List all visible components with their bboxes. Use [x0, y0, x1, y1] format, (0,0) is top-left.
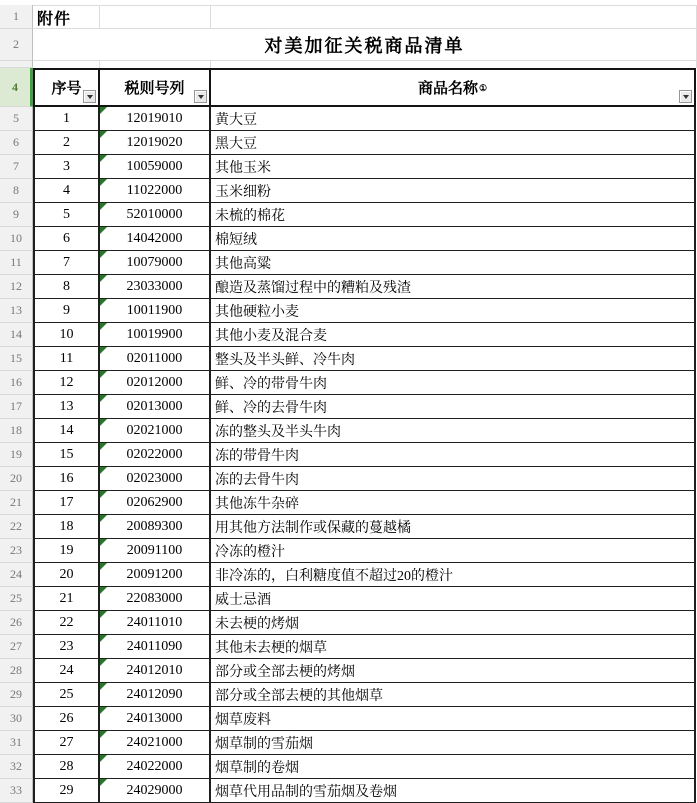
code-cell-text: 02013000 — [126, 398, 183, 414]
row-cells — [33, 323, 696, 347]
stored-as-text-flag-icon — [100, 467, 107, 474]
table-row — [0, 683, 697, 707]
seq-cell[interactable]: 11 — [33, 347, 100, 371]
stored-as-text-flag-icon — [100, 563, 107, 570]
row-cells — [33, 779, 696, 803]
gutter-cell[interactable]: 22 — [0, 515, 33, 539]
name-cell[interactable]: 黄大豆 — [211, 107, 696, 131]
seq-cell[interactable]: 6 — [33, 227, 100, 251]
code-cell-text: 10059000 — [126, 158, 183, 174]
seq-cell[interactable]: 27 — [33, 731, 100, 755]
table-row — [0, 659, 697, 683]
code-cell-text: 10011900 — [126, 302, 183, 318]
seq-cell[interactable]: 25 — [33, 683, 100, 707]
gutter-cell[interactable]: 21 — [0, 491, 33, 515]
gutter-cell[interactable]: 25 — [0, 587, 33, 611]
name-cell[interactable]: 烟草制的雪茄烟 — [211, 731, 696, 755]
header-code-label: 税则号列 — [124, 81, 185, 97]
stored-as-text-flag-icon — [100, 275, 107, 282]
sheet-row-2 — [0, 29, 697, 61]
gutter-cell[interactable]: 16 — [0, 371, 33, 395]
name-cell[interactable]: 部分或全部去梗的烤烟 — [211, 659, 696, 683]
attachment-label: 附件 — [37, 10, 72, 28]
code-cell[interactable] — [100, 299, 211, 323]
stored-as-text-flag-icon — [100, 515, 107, 522]
table-row — [0, 515, 697, 539]
seq-cell[interactable]: 10 — [33, 323, 100, 347]
stored-as-text-flag-icon — [100, 539, 107, 546]
code-cell-text: 02011000 — [126, 350, 183, 366]
table-row — [0, 131, 697, 155]
gutter-cell[interactable]: 14 — [0, 323, 33, 347]
code-cell-text: 24029000 — [126, 782, 183, 798]
name-cell[interactable]: 玉米细粉 — [211, 179, 696, 203]
code-cell[interactable] — [100, 371, 211, 395]
code-cell[interactable] — [100, 731, 211, 755]
row-cells — [33, 131, 696, 155]
table-row — [0, 371, 697, 395]
stored-as-text-flag-icon — [100, 227, 107, 234]
row-cells — [33, 347, 696, 371]
seq-cell[interactable]: 4 — [33, 179, 100, 203]
table-row — [0, 755, 697, 779]
code-cell-text: 52010000 — [126, 206, 183, 222]
seq-cell[interactable]: 13 — [33, 395, 100, 419]
name-cell[interactable]: 非冷冻的，白利糖度值不超过20的橙汁 — [211, 563, 696, 587]
row-cells — [33, 539, 696, 563]
gutter-cell[interactable]: 18 — [0, 419, 33, 443]
seq-cell[interactable]: 19 — [33, 539, 100, 563]
gutter-cell[interactable]: 30 — [0, 707, 33, 731]
row-header-3[interactable] — [0, 61, 33, 68]
code-cell[interactable] — [100, 467, 211, 491]
stored-as-text-flag-icon — [100, 491, 107, 498]
code-cell-text: 20091200 — [126, 566, 183, 582]
seq-cell[interactable]: 17 — [33, 491, 100, 515]
stored-as-text-flag-icon — [100, 395, 107, 402]
table-row — [0, 251, 697, 275]
name-cell[interactable]: 冻的去骨牛肉 — [211, 467, 696, 491]
gutter-cell[interactable]: 23 — [0, 539, 33, 563]
row-cells — [33, 371, 696, 395]
table-row — [0, 203, 697, 227]
code-cell-text: 14042000 — [126, 230, 183, 246]
seq-cell[interactable]: 3 — [33, 155, 100, 179]
code-cell[interactable] — [100, 203, 211, 227]
code-cell[interactable] — [100, 563, 211, 587]
seq-cell[interactable]: 7 — [33, 251, 100, 275]
code-cell[interactable] — [100, 587, 211, 611]
gutter-cell[interactable]: 15 — [0, 347, 33, 371]
stored-as-text-flag-icon — [100, 107, 107, 114]
caret-down-icon — [683, 95, 689, 99]
seq-cell[interactable]: 2 — [33, 131, 100, 155]
row-cells — [33, 467, 696, 491]
table-body — [0, 107, 697, 803]
name-cell[interactable]: 冻的带骨牛肉 — [211, 443, 696, 467]
code-cell[interactable] — [100, 755, 211, 779]
row-3-cells — [33, 61, 697, 68]
seq-cell[interactable]: 5 — [33, 203, 100, 227]
attachment-cell[interactable] — [33, 6, 100, 28]
header-seq-cell[interactable] — [33, 70, 100, 107]
gutter-cell[interactable]: 26 — [0, 611, 33, 635]
code-cell[interactable] — [100, 539, 211, 563]
row-cells — [33, 755, 696, 779]
caret-down-icon — [198, 95, 204, 99]
header-name-label: 商品名称 — [417, 81, 478, 97]
code-cell[interactable] — [100, 131, 211, 155]
table-row — [0, 443, 697, 467]
title-cell[interactable] — [33, 29, 697, 61]
name-cell[interactable]: 烟草制的卷烟 — [211, 755, 696, 779]
code-cell[interactable] — [100, 443, 211, 467]
row-cells — [33, 179, 696, 203]
name-cell[interactable]: 棉短绒 — [211, 227, 696, 251]
seq-cell[interactable]: 29 — [33, 779, 100, 803]
row-header-4[interactable]: 4 — [0, 68, 33, 107]
seq-cell[interactable]: 14 — [33, 419, 100, 443]
seq-cell[interactable]: 24 — [33, 659, 100, 683]
name-cell[interactable]: 未梳的棉花 — [211, 203, 696, 227]
stored-as-text-flag-icon — [100, 155, 107, 162]
name-cell[interactable]: 其他冻牛杂碎 — [211, 491, 696, 515]
code-cell-text: 10019900 — [126, 326, 183, 342]
code-cell[interactable] — [100, 707, 211, 731]
code-cell[interactable] — [100, 515, 211, 539]
row-cells — [33, 395, 696, 419]
row-cells — [33, 611, 696, 635]
name-cell[interactable]: 部分或全部去梗的其他烟草 — [211, 683, 696, 707]
code-cell-text: 24013000 — [126, 710, 183, 726]
code-cell-text: 22083000 — [126, 590, 183, 606]
row-header-2[interactable]: 2 — [0, 29, 33, 61]
name-cell[interactable]: 其他玉米 — [211, 155, 696, 179]
table-row — [0, 347, 697, 371]
stored-as-text-flag-icon — [100, 779, 107, 786]
stored-as-text-flag-icon — [100, 203, 107, 210]
table-row — [0, 419, 697, 443]
row-cells — [33, 299, 696, 323]
name-cell[interactable]: 其他未去梗的烟草 — [211, 635, 696, 659]
name-cell[interactable]: 黑大豆 — [211, 131, 696, 155]
code-cell[interactable] — [100, 659, 211, 683]
table-row — [0, 275, 697, 299]
stored-as-text-flag-icon — [100, 587, 107, 594]
name-cell[interactable]: 未去梗的烤烟 — [211, 611, 696, 635]
stored-as-text-flag-icon — [100, 755, 107, 762]
code-cell[interactable] — [100, 419, 211, 443]
row-cells — [33, 107, 696, 131]
name-cell[interactable]: 用其他方法制作或保藏的蔓越橘 — [211, 515, 696, 539]
code-cell-text: 24012090 — [126, 686, 183, 702]
seq-cell[interactable]: 18 — [33, 515, 100, 539]
table-header-row — [0, 68, 697, 107]
code-cell[interactable] — [100, 683, 211, 707]
gutter-cell[interactable]: 6 — [0, 131, 33, 155]
row-cells — [33, 251, 696, 275]
caret-down-icon — [87, 95, 93, 99]
table-row — [0, 707, 697, 731]
code-cell-text: 20089300 — [126, 518, 183, 534]
seq-cell[interactable]: 16 — [33, 467, 100, 491]
stored-as-text-flag-icon — [100, 179, 107, 186]
stored-as-text-flag-icon — [100, 443, 107, 450]
row-cells — [33, 587, 696, 611]
code-cell[interactable] — [100, 275, 211, 299]
gutter-cell[interactable]: 12 — [0, 275, 33, 299]
sheet-row-1 — [0, 5, 697, 29]
stored-as-text-flag-icon — [100, 347, 107, 354]
code-cell-text: 02023000 — [126, 470, 183, 486]
gutter-cell[interactable]: 5 — [0, 107, 33, 131]
code-cell-text: 02062900 — [126, 494, 183, 510]
code-cell[interactable] — [100, 179, 211, 203]
row-cells — [33, 683, 696, 707]
table-row — [0, 467, 697, 491]
filter-dropdown-button-name[interactable] — [679, 90, 692, 103]
seq-cell[interactable]: 23 — [33, 635, 100, 659]
row-header-1[interactable]: 1 — [0, 5, 33, 29]
header-code-cell[interactable] — [100, 70, 211, 107]
gutter-cell[interactable]: 28 — [0, 659, 33, 683]
name-cell[interactable]: 整头及半头鲜、冷牛肉 — [211, 347, 696, 371]
name-cell[interactable]: 冷冻的橙汁 — [211, 539, 696, 563]
code-cell[interactable] — [100, 779, 211, 803]
row-cells — [33, 707, 696, 731]
code-cell-text: 23033000 — [126, 278, 183, 294]
code-cell-text: 24011090 — [126, 638, 183, 654]
row-cells — [33, 155, 696, 179]
header-cells — [33, 68, 696, 107]
gutter-cell[interactable]: 27 — [0, 635, 33, 659]
page-title: 对美加征关税商品清单 — [264, 35, 465, 56]
table-row — [0, 299, 697, 323]
seq-cell[interactable]: 9 — [33, 299, 100, 323]
table-row — [0, 563, 697, 587]
gutter-cell[interactable]: 17 — [0, 395, 33, 419]
row-cells — [33, 635, 696, 659]
code-cell[interactable] — [100, 107, 211, 131]
table-row — [0, 179, 697, 203]
code-cell[interactable] — [100, 155, 211, 179]
name-cell[interactable]: 鲜、冷的去骨牛肉 — [211, 395, 696, 419]
row-cells — [33, 563, 696, 587]
row-cells — [33, 731, 696, 755]
name-cell[interactable]: 烟草代用品制的雪茄烟及卷烟 — [211, 779, 696, 803]
table-row — [0, 323, 697, 347]
empty-cell — [100, 61, 211, 68]
row-cells — [33, 203, 696, 227]
code-cell[interactable] — [100, 635, 211, 659]
row-cells — [33, 659, 696, 683]
header-seq-label: 序号 — [51, 81, 82, 97]
code-cell[interactable] — [100, 323, 211, 347]
seq-cell[interactable]: 28 — [33, 755, 100, 779]
name-cell[interactable]: 其他硬粒小麦 — [211, 299, 696, 323]
table-row — [0, 611, 697, 635]
gutter-cell[interactable]: 24 — [0, 563, 33, 587]
gutter-cell[interactable]: 7 — [0, 155, 33, 179]
filter-dropdown-button-code[interactable] — [194, 90, 207, 103]
table-row — [0, 635, 697, 659]
gutter-cell[interactable]: 33 — [0, 779, 33, 803]
table-row — [0, 227, 697, 251]
gutter-cell[interactable]: 32 — [0, 755, 33, 779]
empty-cell — [33, 61, 100, 68]
seq-cell[interactable]: 8 — [33, 275, 100, 299]
table-row — [0, 107, 697, 131]
empty-cell[interactable] — [100, 6, 211, 28]
header-name-cell[interactable]: 商品名称 ① — [211, 70, 696, 107]
sheet-row-3 — [0, 61, 697, 68]
stored-as-text-flag-icon — [100, 611, 107, 618]
code-cell-text: 02022000 — [126, 446, 183, 462]
code-cell[interactable] — [100, 227, 211, 251]
name-cell[interactable]: 冻的整头及半头牛肉 — [211, 419, 696, 443]
row-cells — [33, 491, 696, 515]
code-cell[interactable] — [100, 395, 211, 419]
table-row — [0, 731, 697, 755]
code-cell-text: 24011010 — [126, 614, 183, 630]
code-cell-text: 12019020 — [126, 134, 183, 150]
gutter-cell[interactable]: 11 — [0, 251, 33, 275]
stored-as-text-flag-icon — [100, 707, 107, 714]
code-cell-text: 20091100 — [126, 542, 183, 558]
gutter-cell[interactable]: 9 — [0, 203, 33, 227]
code-cell[interactable] — [100, 347, 211, 371]
seq-cell[interactable]: 21 — [33, 587, 100, 611]
name-cell[interactable]: 鲜、冷的带骨牛肉 — [211, 371, 696, 395]
seq-cell[interactable]: 20 — [33, 563, 100, 587]
table-row — [0, 491, 697, 515]
code-cell[interactable] — [100, 491, 211, 515]
stored-as-text-flag-icon — [100, 323, 107, 330]
row-cells — [33, 419, 696, 443]
table-row — [0, 587, 697, 611]
stored-as-text-flag-icon — [100, 131, 107, 138]
gutter-cell[interactable]: 20 — [0, 467, 33, 491]
seq-cell[interactable]: 1 — [33, 107, 100, 131]
seq-cell[interactable]: 12 — [33, 371, 100, 395]
code-cell-text: 24021000 — [126, 734, 183, 750]
gutter-cell[interactable]: 29 — [0, 683, 33, 707]
stored-as-text-flag-icon — [100, 419, 107, 426]
row-cells — [33, 443, 696, 467]
name-cell[interactable]: 其他高粱 — [211, 251, 696, 275]
code-cell-text: 24012010 — [126, 662, 183, 678]
gutter-cell[interactable]: 13 — [0, 299, 33, 323]
name-cell[interactable]: 酿造及蒸馏过程中的糟粕及残渣 — [211, 275, 696, 299]
table-row — [0, 155, 697, 179]
seq-cell[interactable]: 15 — [33, 443, 100, 467]
code-cell-text: 10079000 — [126, 254, 183, 270]
seq-cell[interactable]: 22 — [33, 611, 100, 635]
code-cell-text: 24022000 — [126, 758, 183, 774]
table-row — [0, 395, 697, 419]
row-cells — [33, 227, 696, 251]
stored-as-text-flag-icon — [100, 659, 107, 666]
stored-as-text-flag-icon — [100, 683, 107, 690]
code-cell[interactable] — [100, 251, 211, 275]
name-cell[interactable]: 威士忌酒 — [211, 587, 696, 611]
stored-as-text-flag-icon — [100, 731, 107, 738]
seq-cell[interactable]: 26 — [33, 707, 100, 731]
row-1-cells — [33, 5, 697, 29]
name-cell[interactable]: 其他小麦及混合麦 — [211, 323, 696, 347]
row-cells — [33, 275, 696, 299]
stored-as-text-flag-icon — [100, 251, 107, 258]
code-cell-text: 11022000 — [126, 182, 183, 198]
filter-dropdown-button-seq[interactable] — [83, 90, 96, 103]
table-row — [0, 779, 697, 803]
stored-as-text-flag-icon — [100, 635, 107, 642]
code-cell[interactable] — [100, 611, 211, 635]
code-cell-text: 02021000 — [126, 422, 183, 438]
row-cells — [33, 515, 696, 539]
gutter-cell[interactable]: 10 — [0, 227, 33, 251]
gutter-cell[interactable]: 19 — [0, 443, 33, 467]
name-cell[interactable]: 烟草废料 — [211, 707, 696, 731]
code-cell-text: 12019010 — [126, 110, 183, 126]
gutter-cell[interactable]: 31 — [0, 731, 33, 755]
stored-as-text-flag-icon — [100, 299, 107, 306]
stored-as-text-flag-icon — [100, 371, 107, 378]
gutter-cell[interactable]: 8 — [0, 179, 33, 203]
code-cell-text: 02012000 — [126, 374, 183, 390]
table-row — [0, 539, 697, 563]
